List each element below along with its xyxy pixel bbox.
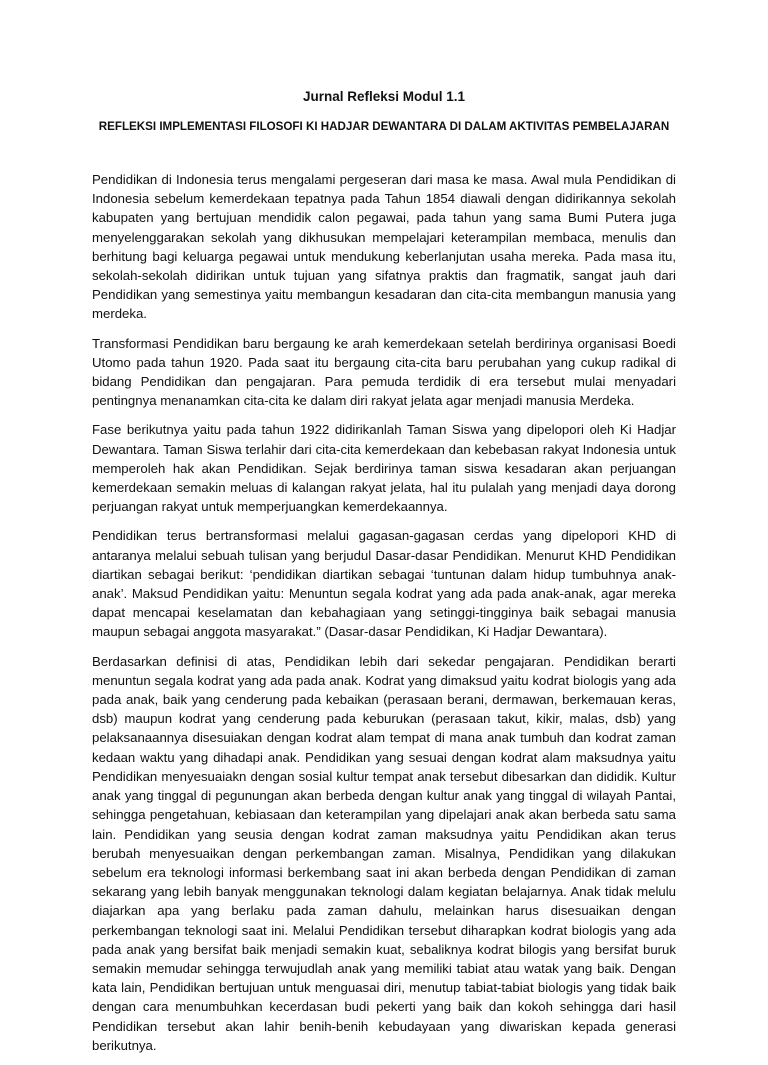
paragraph-5: Berdasarkan definisi di atas, Pendidikan lebih dari sekedar pengajaran. Pendidikan berarti menuntun segala kodrat yang ada pada anak. Kodrat yang dimaksud yaitu kodrat biologis yang ada pada anak, baik yang cenderung pada kebaikan (perasaan berani, dermawan, berkemauan keras, dsb) maupun kodrat yang cenderung pada keburukan (perasaan takut, kikir, malas, dsb) yang pelaksanaannya disesuiakan dengan kodrat alam tempat di mana anak tumbuh dan kodrat zaman kedaan waktu yang dihadapi anak. Pendidikan yang sesuai dengan kodrat alam maksudnya yaitu Pendidikan menyesuaiakn dengan sosial kultur tempat anak tersebut dibesarkan dan dididik. Kultur anak yang tinggal di pegunungan akan berbeda dengan kultur anak yang tinggal di wilayah Pantai, sehingga pengetahuan, kebiasaan dan keterampilan yang dipelajari anak akan berbeda satu sama lain. Pendidikan yang seusia dengan kodrat zaman maksudnya yaitu Pendidikan akan terus berubah menyesuaikan dengan perkembangan zaman. Misalnya, Pendidikan yang dilakukan sebelum era teknologi informasi berkembang saat ini akan berbeda dengan Pendidikan di zaman sekarang yang lebih banyak menggunakan teknologi dalam kegiatan belajarnya. Anak tidak melulu diajarkan apa yang berlaku pada zaman dahulu, melainkan harus disesuaikan dengan perkembangan teknologi saat ini. Melalui Pendidikan tersebut diharapkan kodrat biologis yang ada pada anak yang bersifat baik menjadi semakin kuat, sebaliknya kodrat bilogis yang bersifat buruk semakin memudar sehingga terwujudlah anak yang memiliki tabiat atau watak yang baik. Dengan kata lain, Pendidikan bertujuan untuk menguasai diri, menutup tabiat-tabiat biologis yang tidak baik dengan cara menumbuhkan kecerdasan budi pekerti yang baik dan kokoh sehingga dari hasil Pendidikan tersebut akan lahir benih-benih kebudayaan yang diwariskan kepada generasi berikutnya.: [92, 653, 676, 1053]
paragraph-4: Pendidikan terus bertransformasi melalui gagasan-gagasan cerdas yang dipelopori KHD di antaranya melalui sebuah tulisan yang berjudul Dasar-dasar Pendidikan. Menurut KHD Pendidikan diartikan sebagai berikut: ‘pendidikan diartikan sebagai ‘tuntunan dalam hidup tumbuhnya anak-anak’. Maksud Pendidikan yaitu: Menuntun segala kodrat yang ada pada anak-anak, agar mereka dapat mencapai keselamatan dan kebahagiaan yang setinggi-tingginya baik sebagai manusia maupun sebagai anggota masyarakat.” (Dasar-dasar Pendidikan, Ki Hadjar Dewantara).: [92, 528, 676, 640]
paragraph-3: Fase berikutnya yaitu pada tahun 1922 didirikanlah Taman Siswa yang dipelopori oleh Ki Hadjar Dewantara. Taman Siswa terlahir dari cita-cita kemerdekaan dan kebebasan rakyat Indonesia untuk memperoleh hak akan Pendidikan. Sejak berdirinya taman siswa kesadaran akan perjuangan kemerdekaan semakin meluas di kalangan rakyat jelata, hal itu pulalah yang menjadi daya dorong perjuangan rakyat untuk memperjuangkan kemerdekaannya.: [92, 422, 676, 515]
paragraph-2: Transformasi Pendidikan baru bergaung ke arah kemerdekaan setelah berdirinya organisasi Boedi Utomo pada tahun 1920. Pada saat itu bergaung cita-cita baru perubahan yang cukup radikal di bidang Pendidikan dan pengajaran. Para pemuda terdidik di era tersebut mulai menyadari pentingnya menanamkan cita-cita ke dalam diri rakyat jelata agar menjadi manusia Merdeka.: [92, 335, 676, 409]
document-title: Jurnal Refleksi Modul 1.1: [302, 89, 466, 104]
document-content: [92, 88, 676, 1065]
document-subtitle: REFLEKSI IMPLEMENTASI FILOSOFI KI HADJAR DEWANTARA DI DALAM AKTIVITAS PEMBELAJARAN: [98, 120, 670, 133]
document-body: [92, 170, 676, 1055]
paragraph-1: Pendidikan di Indonesia terus mengalami pergeseran dari masa ke masa. Awal mula Pendidikan di Indonesia sebelum kemerdekaan tepatnya pada Tahun 1854 diawali dengan didirikannya sekolah kabupaten yang bertujuan mendidik calon pegawai, pada tahun yang sama Bumi Putera juga menyelenggarakan sekolah yang dikhusukan mempelajari keterampilan membaca, menulis dan berhitung bagi keluarga pegawai untuk mendukung keberlanjutan usaha mereka. Pada masa itu, sekolah-sekolah didirikan untuk tujuan yang sifatnya praktis dan fragmatik, sangat jauh dari Pendidikan yang semestinya yaitu membangun kesadaran dan cita-cita membangun manusia yang merdeka.: [92, 172, 676, 322]
